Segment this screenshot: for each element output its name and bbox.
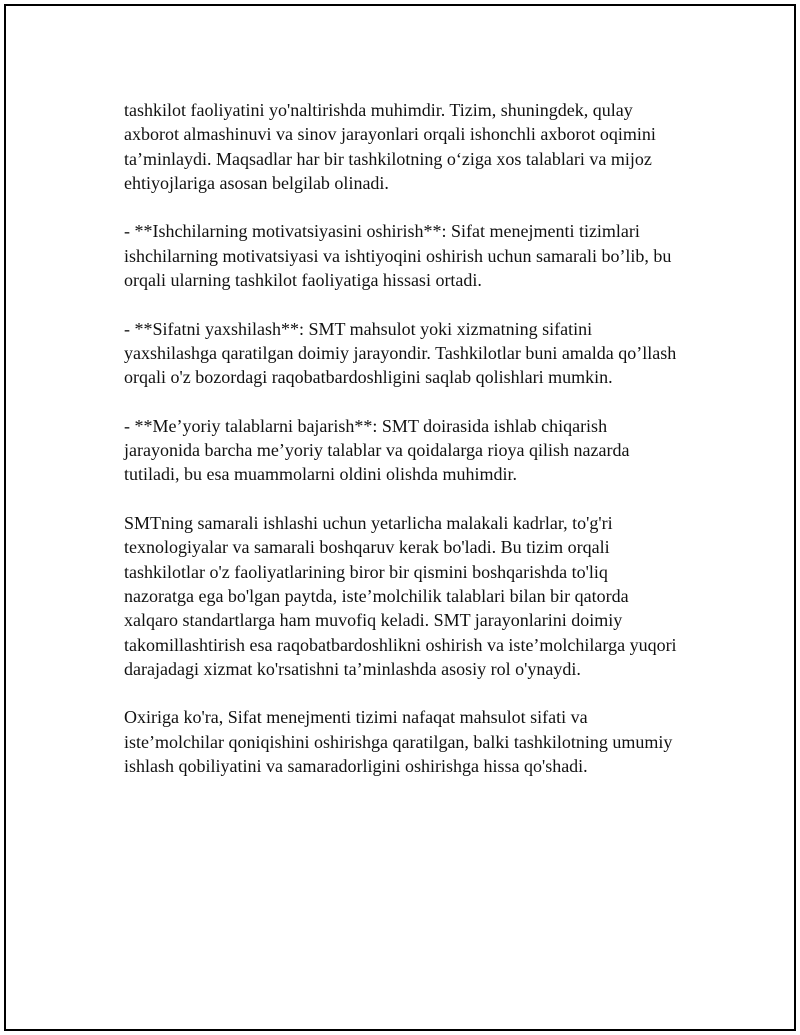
document-body bbox=[124, 98, 714, 803]
text-line: takomillashtirish esa raqobatbardoshlikni oshirish va iste’molchilarga yuqori bbox=[124, 634, 677, 655]
text-line: tutiladi, bu esa muammolarni oldini olishda muhimdir. bbox=[124, 464, 517, 485]
text-line: ishchilarning motivatsiyasi va ishtiyoqini oshirish uchun samarali bo’lib, bu bbox=[124, 245, 672, 266]
text-line: jarayonida barcha me’yoriy talablar va qoidalarga rioya qilish nazarda bbox=[124, 440, 630, 461]
text-line: darajadagi xizmat ko'rsatishni ta’minlashda asosiy rol o'ynaydi. bbox=[124, 658, 581, 679]
page-frame bbox=[4, 4, 796, 1031]
text-line: ishlash qobiliyatini va samaradorligini oshirishga hissa qo'shadi. bbox=[124, 756, 588, 777]
text-line: SMTning samarali ishlashi uchun yetarlicha malakali kadrlar, to'g'ri bbox=[124, 513, 613, 534]
text-line: axborot almashinuvi va sinov jarayonlari orqali ishonchli axborot oqimini bbox=[124, 124, 656, 145]
list-item-regulatory-compliance bbox=[124, 414, 714, 487]
text-line: orqali o'z bozordagi raqobatbardoshligini saqlab qolishlari mumkin. bbox=[124, 367, 613, 388]
text-line: - **Ishchilarning motivatsiyasini oshirish**: Sifat menejmenti tizimlari bbox=[124, 221, 640, 242]
text-line: ta’minlaydi. Maqsadlar har bir tashkilotning o‘ziga xos talablari va mijoz bbox=[124, 148, 652, 169]
text-line: yaxshilashga qaratilgan doimiy jarayondir. Tashkilotlar buni amalda qo’llash bbox=[124, 342, 677, 363]
text-line: ehtiyojlariga asosan belgilab olinadi. bbox=[124, 172, 389, 193]
list-item-motivation bbox=[124, 219, 714, 292]
list-item-quality-improvement bbox=[124, 317, 714, 390]
text-line: texnologiyalar va samarali boshqaruv kerak bo'ladi. Bu tizim orqali bbox=[124, 537, 610, 558]
paragraph-smt-requirements bbox=[124, 511, 714, 681]
text-line: - **Sifatni yaxshilash**: SMT mahsulot yoki xizmatning sifatini bbox=[124, 318, 593, 339]
text-line: iste’molchilar qoniqishini oshirishga qaratilgan, balki tashkilotning umumiy bbox=[124, 731, 673, 752]
text-line: - **Me’yoriy talablarni bajarish**: SMT doirasida ishlab chiqarish bbox=[124, 415, 608, 436]
text-line: nazoratga ega bo'lgan paytda, iste’molchilik talablari bilan bir qatorda bbox=[124, 585, 629, 606]
text-line: xalqaro standartlarga ham muvofiq keladi. SMT jarayonlarini doimiy bbox=[124, 610, 623, 631]
paragraph-conclusion bbox=[124, 705, 714, 778]
text-line: orqali ularning tashkilot faoliyatiga hissasi ortadi. bbox=[124, 270, 482, 291]
text-line: tashkilotlar o'z faoliyatlarining biror bir qismini boshqarishda to'liq bbox=[124, 561, 608, 582]
paragraph-intro-continuation bbox=[124, 98, 714, 195]
text-line: Oxiriga ko'ra, Sifat menejmenti tizimi nafaqat mahsulot sifati va bbox=[124, 707, 588, 728]
text-line: tashkilot faoliyatini yo'naltirishda muhimdir. Tizim, shuningdek, qulay bbox=[124, 100, 633, 120]
